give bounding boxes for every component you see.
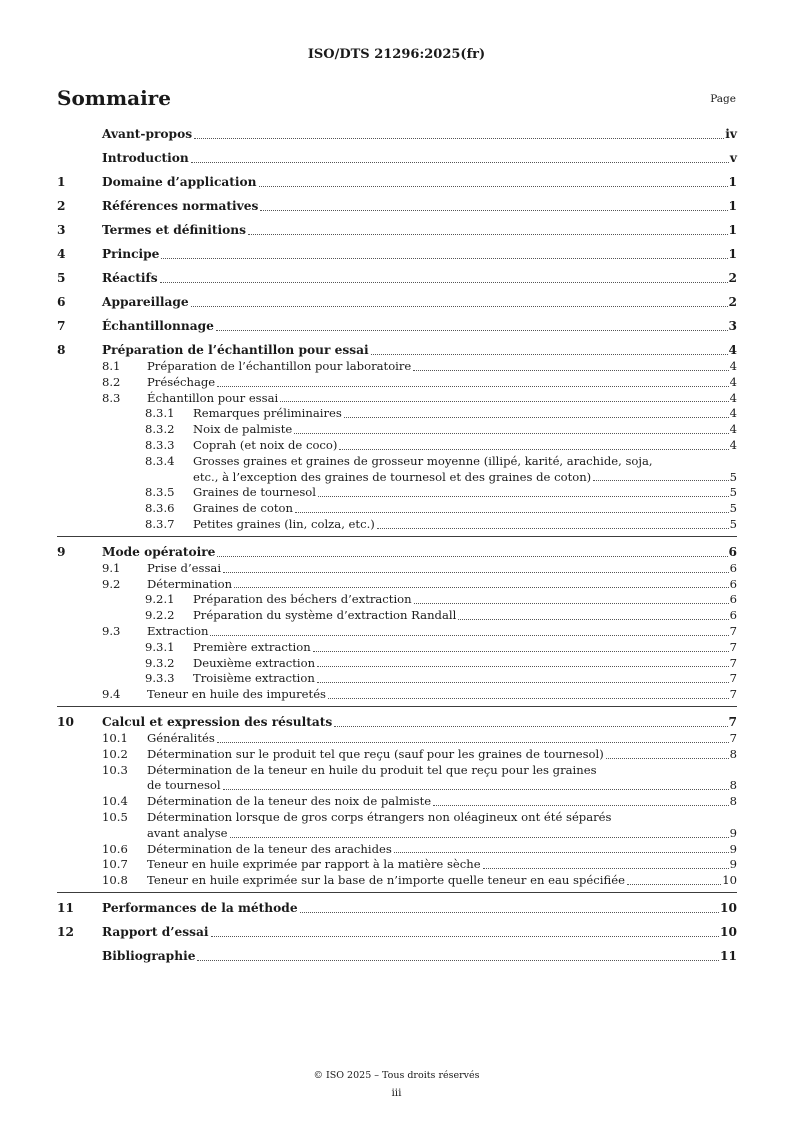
dot-leader — [160, 282, 728, 283]
toc-entry-label-continued: avant analyse — [147, 825, 228, 840]
toc-entry[interactable] — [57, 406, 737, 422]
toc-entry-label: Teneur en huile exprimée par rapport à la matière sèche — [147, 857, 481, 872]
dot-leader — [394, 852, 729, 853]
toc-entry[interactable] — [57, 577, 737, 593]
toc-entry-page: 7 — [728, 714, 737, 729]
toc-entry-number: 8.3.6 — [145, 501, 175, 516]
toc-entry[interactable] — [57, 608, 737, 624]
toc-entry-label: Détermination — [147, 576, 233, 591]
toc-entry[interactable] — [57, 391, 737, 407]
toc-entry[interactable] — [57, 731, 737, 747]
toc-entry-label: Extraction — [147, 623, 209, 638]
dot-leader — [334, 726, 727, 727]
toc-entry-page: 2 — [728, 271, 737, 285]
toc-entry-label: Rapport d’essai — [102, 924, 209, 939]
toc-entry[interactable] — [57, 293, 737, 311]
dot-leader — [318, 496, 729, 497]
toc-entry-page: 4 — [729, 422, 737, 437]
dot-leader — [216, 330, 728, 331]
dot-leader — [295, 512, 729, 513]
toc-entry-number: 10 — [57, 714, 74, 729]
toc-entry-label: Première extraction — [193, 639, 311, 654]
toc-entry-number: 8.3.4 — [145, 453, 175, 468]
dot-leader — [191, 306, 728, 307]
toc-entry-label: Domaine d’application — [102, 175, 257, 189]
toc-entry[interactable] — [57, 947, 737, 965]
toc-entry-page: 4 — [728, 343, 737, 357]
toc-entry-label: Grosses graines et graines de grosseur moyenne (illipé, karité, arachide, soja, — [193, 453, 653, 468]
toc-entry-page: 4 — [729, 374, 737, 389]
toc-entry[interactable] — [57, 149, 737, 167]
toc-entry[interactable] — [57, 842, 737, 858]
toc-entry-page: 6 — [729, 576, 737, 591]
toc-entry-page: 10 — [720, 900, 737, 915]
toc-entry[interactable] — [57, 269, 737, 287]
toc-entry[interactable] — [57, 422, 737, 438]
toc-entry-number: 9.3.2 — [145, 655, 175, 670]
dot-leader — [300, 912, 719, 913]
toc-entry-label: Introduction — [102, 151, 189, 165]
toc-entry-page: 9 — [729, 857, 737, 872]
dot-leader — [627, 884, 721, 885]
toc-entry-page: 5 — [729, 469, 737, 484]
toc-entry-label: Petites graines (lin, colza, etc.) — [193, 516, 375, 531]
toc-entry-number: 4 — [57, 247, 66, 261]
toc-entry-label: Détermination de la teneur en huile du produit tel que reçu pour les graines — [147, 762, 597, 777]
toc-entry-label: Mode opératoire — [102, 544, 216, 559]
toc-entry-number: 8.3.3 — [145, 437, 175, 452]
toc-entry-page: 7 — [729, 639, 737, 654]
toc-entry[interactable] — [57, 561, 737, 577]
toc-entry-label: Préparation des béchers d’extraction — [193, 592, 412, 607]
toc-entry-label: Détermination de la teneur des noix de palmiste — [147, 794, 432, 809]
toc-entry-label: Références normatives — [102, 199, 259, 213]
toc-entry[interactable] — [57, 221, 737, 239]
section-separator — [57, 892, 737, 893]
toc-entry-number: 10.7 — [102, 857, 128, 872]
toc-entry-page: 4 — [729, 359, 737, 373]
dot-leader — [339, 449, 728, 450]
toc-entry[interactable] — [57, 640, 737, 656]
toc-entry-page: 7 — [729, 671, 737, 686]
toc-entry-label: Graines de coton — [193, 501, 293, 516]
dot-leader — [217, 386, 728, 387]
toc-entry[interactable] — [57, 857, 737, 873]
dot-leader — [344, 417, 729, 418]
toc-entry[interactable] — [57, 713, 737, 731]
toc-entry-page: 7 — [729, 730, 737, 745]
toc-entry[interactable] — [57, 543, 737, 561]
dot-leader — [223, 789, 729, 790]
toc-entry-number: 8 — [57, 343, 66, 357]
dot-leader — [197, 960, 719, 961]
dot-leader — [377, 528, 729, 529]
table-of-contents — [57, 125, 737, 965]
toc-entry-number: 9 — [57, 544, 66, 559]
toc-entry[interactable] — [57, 359, 737, 375]
toc-entry-number: 12 — [57, 924, 74, 939]
toc-entry[interactable] — [57, 375, 737, 391]
toc-entry[interactable] — [57, 245, 737, 263]
page-number: iii — [391, 1087, 402, 1099]
dot-leader — [317, 682, 729, 683]
toc-entry[interactable] — [57, 197, 737, 215]
toc-entry-page: 5 — [729, 485, 737, 500]
toc-entry-page: 4 — [729, 390, 737, 405]
toc-entry-page: 5 — [729, 501, 737, 516]
dot-leader — [414, 603, 729, 604]
toc-entry-number: 11 — [57, 900, 74, 915]
toc-entry-number: 10.3 — [102, 762, 128, 777]
toc-entry-number: 8.3.5 — [145, 485, 175, 500]
toc-entry-label: Préparation du système d’extraction Randall — [193, 608, 457, 623]
toc-entry-label: Deuxième extraction — [193, 655, 316, 670]
toc-entry[interactable] — [57, 341, 737, 359]
toc-entry-label-continued: de tournesol — [147, 778, 221, 793]
toc-entry-page: 9 — [729, 825, 737, 840]
toc-entry-page: 1 — [728, 199, 737, 213]
dot-leader — [280, 401, 728, 402]
toc-entry-label: Avant-propos — [102, 127, 193, 141]
dot-leader — [294, 433, 728, 434]
dot-leader — [313, 651, 729, 652]
toc-entry[interactable] — [57, 501, 737, 517]
toc-entry-number: 8.2 — [102, 374, 121, 389]
toc-entry[interactable] — [57, 810, 737, 842]
toc-entry-number: 9.2.2 — [145, 608, 175, 623]
toc-entry-page: 7 — [729, 623, 737, 638]
toc-entry-number: 3 — [57, 223, 66, 237]
toc-entry[interactable] — [57, 687, 737, 703]
toc-entry[interactable] — [57, 125, 737, 143]
dot-leader — [210, 635, 728, 636]
dot-leader — [211, 936, 719, 937]
dot-leader — [593, 480, 728, 481]
toc-entry[interactable] — [57, 592, 737, 608]
toc-entry-label: Bibliographie — [102, 948, 196, 963]
toc-entry-number: 8.3.2 — [145, 422, 175, 437]
toc-entry-page: 4 — [729, 406, 737, 421]
dot-leader — [161, 258, 727, 259]
dot-leader — [606, 758, 729, 759]
toc-entry[interactable] — [57, 794, 737, 810]
toc-entry-page: 7 — [729, 687, 737, 702]
toc-entry[interactable] — [57, 485, 737, 501]
toc-entry-label: Performances de la méthode — [102, 900, 298, 915]
toc-entry-label: Préparation de l’échantillon pour essai — [102, 343, 369, 357]
dot-leader — [194, 138, 724, 139]
toc-entry-label: Généralités — [147, 730, 215, 745]
dot-leader — [371, 354, 728, 355]
toc-entry-number: 1 — [57, 175, 66, 189]
toc-entry-page: 8 — [729, 794, 737, 809]
toc-entry[interactable] — [57, 173, 737, 191]
dot-leader — [248, 234, 728, 235]
toc-entry[interactable] — [57, 517, 737, 533]
toc-entry-number: 10.6 — [102, 841, 128, 856]
toc-entry[interactable] — [57, 763, 737, 795]
toc-entry-number: 9.3.1 — [145, 639, 175, 654]
toc-entry-number: 8.3.7 — [145, 516, 175, 531]
toc-entry-page: 6 — [729, 592, 737, 607]
toc-entry-label: Détermination sur le produit tel que reçu (sauf pour les graines de tournesol) — [147, 746, 604, 761]
dot-leader — [328, 698, 729, 699]
toc-entry-number: 2 — [57, 199, 66, 213]
toc-entry-label: Réactifs — [102, 271, 158, 285]
page-title: Sommaire — [57, 86, 171, 110]
toc-entry-label: Détermination lorsque de gros corps étrangers non oléagineux ont été séparés — [147, 809, 612, 824]
toc-entry-number: 9.3 — [102, 623, 121, 638]
toc-entry-page: 4 — [729, 437, 737, 452]
toc-entry-page: iv — [725, 127, 737, 141]
toc-entry-label: Graines de tournesol — [193, 485, 316, 500]
toc-entry-label: Noix de palmiste — [193, 422, 293, 437]
toc-entry-page: 2 — [728, 295, 737, 309]
toc-entry-number: 9.1 — [102, 560, 121, 575]
dot-leader — [259, 186, 728, 187]
toc-entry-number: 5 — [57, 271, 66, 285]
dot-leader — [260, 210, 727, 211]
toc-entry-page: v — [729, 151, 737, 165]
toc-entry[interactable] — [57, 923, 737, 941]
toc-entry-label: Termes et définitions — [102, 223, 246, 237]
toc-entry-page: 9 — [729, 841, 737, 856]
toc-entry-label: Calcul et expression des résultats — [102, 714, 333, 729]
toc-entry-label: Remarques préliminaires — [193, 406, 342, 421]
toc-entry-number: 10.4 — [102, 794, 128, 809]
toc-entry-page: 1 — [728, 223, 737, 237]
toc-entry-page: 3 — [728, 319, 737, 333]
copyright-notice: © ISO 2025 – Tous droits réservés — [313, 1070, 480, 1081]
dot-leader — [458, 619, 728, 620]
toc-entry-number: 9.4 — [102, 687, 121, 702]
dot-leader — [317, 666, 729, 667]
toc-entry-page: 1 — [728, 247, 737, 261]
toc-entry-page: 8 — [729, 746, 737, 761]
toc-entry[interactable] — [57, 873, 737, 889]
toc-entry-label: Prise d’essai — [147, 560, 222, 575]
toc-entry-number: 9.3.3 — [145, 671, 175, 686]
dot-leader — [433, 805, 729, 806]
section-separator — [57, 536, 737, 537]
dot-leader — [413, 370, 728, 371]
dot-leader — [234, 587, 728, 588]
toc-entry-page: 6 — [729, 560, 737, 575]
dot-leader — [483, 868, 729, 869]
document-header: ISO/DTS 21296:2025(fr) — [307, 47, 486, 62]
toc-entry[interactable] — [57, 747, 737, 763]
toc-entry[interactable] — [57, 656, 737, 672]
toc-entry-label: Préparation de l’échantillon pour laboratoire — [147, 359, 412, 373]
toc-entry-page: 1 — [728, 175, 737, 189]
toc-entry-label: Troisième extraction — [193, 671, 315, 686]
toc-entry-number: 6 — [57, 295, 66, 309]
dot-leader — [217, 556, 727, 557]
toc-entry[interactable] — [57, 438, 737, 454]
section-separator — [57, 706, 737, 707]
toc-entry-label: Détermination de la teneur des arachides — [147, 841, 392, 856]
toc-entry-number: 10.5 — [102, 809, 128, 824]
toc-entry-label: Échantillon pour essai — [147, 390, 279, 405]
toc-entry-page: 11 — [720, 948, 737, 963]
page-footer — [0, 1070, 793, 1099]
toc-entry-number: 7 — [57, 319, 66, 333]
toc-entry[interactable] — [57, 454, 737, 486]
toc-entry[interactable] — [57, 671, 737, 687]
toc-entry-number: 9.2.1 — [145, 592, 175, 607]
toc-entry-page: 10 — [720, 924, 737, 939]
toc-entry-number: 10.2 — [102, 746, 128, 761]
toc-entry[interactable] — [57, 899, 737, 917]
toc-entry-number: 9.2 — [102, 576, 121, 591]
dot-leader — [217, 742, 729, 743]
dot-leader — [191, 162, 729, 163]
toc-entry-label: Principe — [102, 247, 160, 261]
toc-entry-label: Teneur en huile des impuretés — [147, 687, 327, 702]
toc-entry[interactable] — [57, 624, 737, 640]
toc-entry-page: 7 — [729, 655, 737, 670]
toc-entry-label: Coprah (et noix de coco) — [193, 437, 338, 452]
dot-leader — [223, 572, 729, 573]
toc-entry-page: 6 — [728, 544, 737, 559]
toc-entry-page: 6 — [729, 608, 737, 623]
dot-leader — [230, 837, 729, 838]
toc-entry-number: 8.3.1 — [145, 406, 175, 421]
toc-entry-page: 10 — [722, 873, 737, 888]
toc-entry-number: 10.1 — [102, 730, 128, 745]
toc-entry-label: Échantillonnage — [102, 319, 214, 333]
page-column-label: Page — [710, 93, 736, 105]
toc-entry-number: 8.1 — [102, 359, 121, 373]
toc-entry[interactable] — [57, 317, 737, 335]
toc-entry-number: 8.3 — [102, 390, 121, 405]
toc-entry-label: Teneur en huile exprimée sur la base de n’importe quelle teneur en eau spécifiée — [147, 873, 625, 888]
toc-entry-label: Préséchage — [147, 374, 216, 389]
toc-entry-label: Appareillage — [102, 295, 189, 309]
toc-entry-number: 10.8 — [102, 873, 128, 888]
toc-entry-page: 5 — [729, 516, 737, 531]
toc-entry-page: 8 — [729, 778, 737, 793]
toc-entry-label-continued: etc., à l’exception des graines de tournesol et des graines de coton) — [193, 469, 592, 484]
